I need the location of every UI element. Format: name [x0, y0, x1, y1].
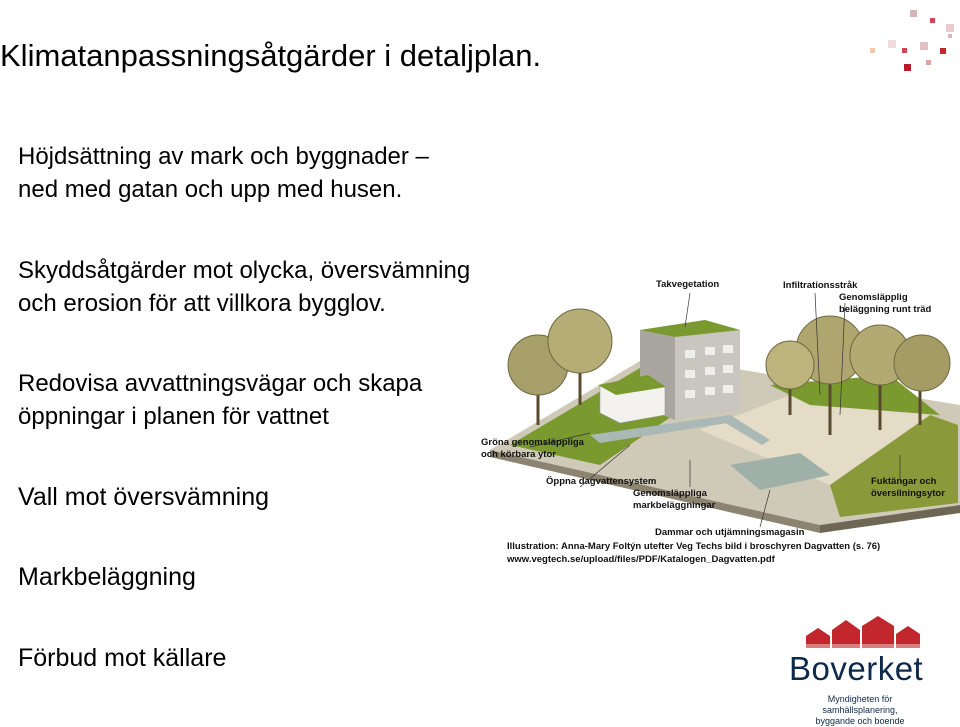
item-flood-wall: Vall mot översvämning: [18, 483, 270, 511]
label-permeable-tree-1: Genomsläpplig: [839, 292, 908, 303]
label-green-surfaces-2: och körbara ytor: [481, 449, 556, 460]
label-permeable-paving-1: Genomsläppliga: [633, 488, 707, 499]
point-height-setting: [18, 140, 429, 206]
point-line: och erosion för att villkora bygglov.: [18, 290, 386, 317]
label-permeable-tree-2: beläggning runt träd: [839, 304, 932, 315]
item-basement-ban: Förbud mot källare: [18, 644, 227, 672]
point-line: Redovisa avvattningsvägar och skapa: [18, 370, 423, 397]
label-open-stormwater: Öppna dagvattensystem: [546, 476, 657, 487]
point-line: Höjdsättning av mark och byggnader –: [18, 143, 429, 170]
logo-tagline-line: Myndigheten för samhällsplanering,: [822, 694, 898, 715]
illustration-caption: Illustration: Anna-Mary Foltýn utefter Veg Techs bild i broschyren Dagvatten (s. 76): [507, 541, 881, 552]
label-ponds: Dammar och utjämningsmagasin: [655, 527, 805, 538]
point-drainage: [18, 367, 422, 433]
label-green-surfaces-1: Gröna genomsläppliga: [481, 437, 584, 448]
logo-tagline: [790, 694, 930, 727]
point-protection: [18, 254, 470, 320]
slide-title: Klimatanpassningsåtgärder i detaljplan.: [0, 38, 542, 73]
point-line: öppningar i planen för vattnet: [18, 403, 329, 430]
illustration-source-url: www.vegtech.se/upload/files/PDF/Katalogen_Dagvatten.pdf: [507, 554, 775, 565]
label-infiltration: Infiltrationsstråk: [783, 280, 858, 291]
point-line: Skyddsåtgärder mot olycka, översvämning: [18, 257, 471, 284]
decorative-dots: [820, 0, 960, 80]
label-roof-vegetation: Takvegetation: [656, 279, 720, 290]
label-permeable-paving-2: markbeläggningar: [633, 500, 716, 511]
label-wet-meadows-2: översilningsytor: [871, 488, 945, 499]
logo-wordmark: Boverket: [789, 650, 924, 687]
point-line: ned med gatan och upp med husen.: [18, 176, 403, 203]
item-paving: Markbeläggning: [18, 563, 196, 591]
label-wet-meadows-1: Fuktängar och: [871, 476, 937, 487]
logo-tagline-line: byggande och boende: [815, 716, 905, 726]
